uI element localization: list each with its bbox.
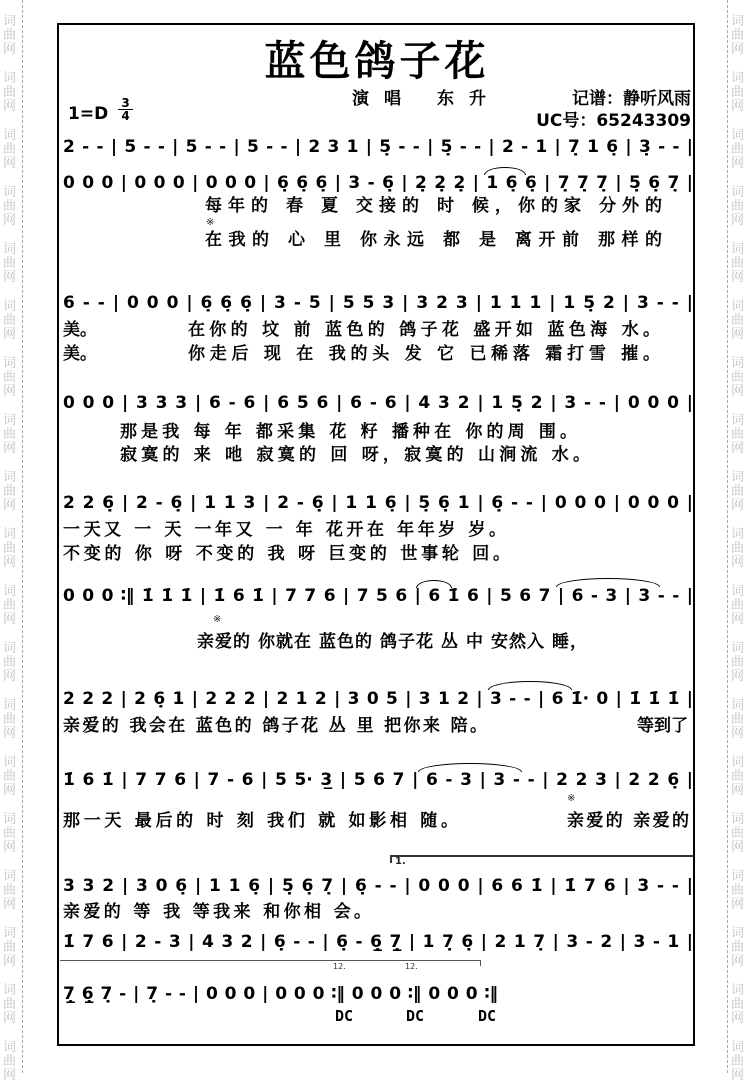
watermark-char: 词	[3, 1040, 17, 1055]
watermark-char: 网	[731, 213, 745, 228]
ending-label: 12.	[405, 962, 418, 971]
watermark-char: 词	[3, 356, 17, 371]
watermark-char: 词	[731, 641, 745, 656]
watermark-char: 网	[731, 42, 745, 57]
watermark-char: 词	[3, 584, 17, 599]
lyric-line-5b: 不变的 你 呀 不变的 我 呀 巨变的 世事轮 回。	[63, 544, 510, 564]
notes-row-1: 2 - - | 5 - - | 5 - - | 5 - - | 2 3 1 | 5̣ - - | 5̣ - - | 2 - 1 | 7̣ 1 6̣ | 3̣ - - |	[63, 137, 693, 157]
watermark-char: 网	[731, 327, 745, 342]
watermark-char: 网	[3, 954, 17, 969]
watermark-char: 曲	[731, 28, 745, 43]
watermark-char: 网	[731, 555, 745, 570]
watermark-char: 曲	[731, 199, 745, 214]
watermark-char: 曲	[3, 826, 17, 841]
watermark-char: 曲	[3, 997, 17, 1012]
lyric-line-3a: 在你的 坟 前 蓝色的 鸽子花 盛开如 蓝色海 水。	[188, 320, 660, 340]
lyric-line-7-tail: 等到了	[637, 716, 688, 736]
watermark-char: 曲	[731, 256, 745, 271]
watermark-char: 曲	[731, 541, 745, 556]
ending-bracket-line	[60, 960, 481, 966]
dc-mark: DC	[335, 1007, 354, 1025]
watermark-char: 词	[731, 470, 745, 485]
watermark-char: 网	[731, 726, 745, 741]
performer-credit: 演唱 东升	[352, 89, 486, 109]
watermark-char: 词	[3, 869, 17, 884]
watermark-char: 词	[731, 698, 745, 713]
watermark-char: 网	[731, 99, 745, 114]
uc-number: UC号：65243309	[536, 111, 691, 131]
watermark-char: 曲	[731, 370, 745, 385]
watermark-char: 词	[731, 926, 745, 941]
watermark-char: 词	[731, 71, 745, 86]
watermark-char: 网	[3, 1011, 17, 1026]
watermark-char: 曲	[3, 712, 17, 727]
notes-row-6: 0 0 0 ∶‖ 1̇ 1̇ 1̇ | 1̇ 6 1̇ | 7 7 6 | 7 5 6 | 6 1̇ 6 | 5 6 7 | 6 - 3 | 3 - - |	[63, 586, 693, 606]
watermark-char: 曲	[731, 883, 745, 898]
watermark-char: 网	[731, 669, 745, 684]
watermark-char: 曲	[3, 484, 17, 499]
watermark-char: 词	[3, 299, 17, 314]
lyric-line-4b: 寂寞的 来 吔 寂寞的 回 呀，寂寞的 山涧流 水。	[120, 445, 590, 465]
lyric-line-3a-lead: 美。	[63, 320, 97, 340]
key-signature: 1=D	[68, 104, 109, 124]
first-ending-label: 1.	[395, 856, 406, 867]
watermark-char: 网	[731, 1068, 745, 1083]
watermark-char: 词	[731, 755, 745, 770]
lyric-line-8-tail: 亲爱的 亲爱的	[567, 811, 689, 831]
notes-row-7: 2 2 2 | 2 6̣ 1 | 2 2 2 | 2 1 2 | 3 0 5 | 3 1 2 | 3 - - | 6 1̇· 0 | 1̇ 1̇ 1̇ |	[63, 689, 693, 709]
watermark-char: 网	[3, 498, 17, 513]
lyric-line-4a: 那是我 每 年 都采集 花 籽 播种在 你的周 围。	[120, 422, 577, 442]
watermark-char: 网	[3, 441, 17, 456]
watermark-char: 词	[3, 470, 17, 485]
lyric-line-2a: 每年的 春 夏 交接的 时 候，你的家 分外的	[205, 196, 662, 216]
watermark-char: 曲	[731, 484, 745, 499]
watermark-char: 曲	[731, 712, 745, 727]
watermark-char: 网	[3, 612, 17, 627]
notation-credit: 记谱：静听风雨	[572, 89, 691, 109]
watermark-char: 曲	[731, 997, 745, 1012]
watermark-char: 词	[3, 71, 17, 86]
watermark-char: 网	[3, 1068, 17, 1083]
watermark-char: 曲	[731, 598, 745, 613]
watermark-char: 网	[731, 384, 745, 399]
watermark-char: 曲	[3, 256, 17, 271]
watermark-char: 网	[731, 612, 745, 627]
watermark-char: 曲	[731, 940, 745, 955]
watermark-char: 词	[731, 14, 745, 29]
watermark-char: 曲	[3, 940, 17, 955]
lyric-line-3b: 你走后 现 在 我的头 发 它 已稀落 霜打雪 摧。	[188, 344, 660, 364]
watermark-char: 词	[731, 185, 745, 200]
notes-row-9: 3 3 2 | 3 0 6̣ | 1 1 6̣ | 5̣ 6̣ 7̣ | 6̣ - - | 0 0 0 | 6 6 1̇ | 1̇ 7 6 | 3 - - |	[63, 876, 693, 896]
watermark-right-column	[731, 0, 747, 1083]
watermark-char: 网	[731, 840, 745, 855]
watermark-char: 网	[3, 897, 17, 912]
watermark-char: 曲	[731, 427, 745, 442]
first-ending-bracket	[390, 855, 694, 863]
watermark-char: 曲	[3, 85, 17, 100]
watermark-char: 词	[3, 128, 17, 143]
watermark-char: 网	[3, 270, 17, 285]
watermark-char: 网	[731, 783, 745, 798]
watermark-char: 词	[731, 527, 745, 542]
time-signature	[118, 97, 133, 122]
watermark-left-column	[3, 0, 19, 1083]
watermark-char: 网	[731, 441, 745, 456]
verse-marker-icon: ※	[213, 614, 222, 625]
notes-row-5: 2 2 6̣ | 2 - 6̣ | 1 1 3 | 2 - 6̣ | 1 1 6̣ | 5̣ 6̣ 1 | 6̣ - - | 0 0 0 | 0 0 0 |	[63, 493, 693, 513]
watermark-char: 曲	[3, 142, 17, 157]
watermark-char: 网	[3, 327, 17, 342]
watermark-char: 曲	[3, 370, 17, 385]
watermark-char: 曲	[3, 769, 17, 784]
lyric-line-9: 亲爱的 等 我 等我来 和你相 会。	[63, 902, 371, 922]
notes-row-8: 1̇ 6 1̇ | 7 7 6 | 7 - 6 | 5 5· 3̲ | 5 6 7 | 6 - 3 | 3 - - | 2 2 3 | 2 2 6̣ |	[63, 770, 693, 790]
watermark-char: 网	[3, 840, 17, 855]
lyric-line-5a: 一天又 一 天 一年又 一 年 花开在 年年岁 岁。	[63, 520, 506, 540]
lyric-line-7: 亲爱的 我会在 蓝色的 鸽子花 丛 里 把你来 陪。	[63, 716, 487, 736]
watermark-char: 词	[3, 641, 17, 656]
watermark-char: 词	[731, 299, 745, 314]
watermark-char: 网	[731, 270, 745, 285]
notes-row-4: 0 0 0 | 3 3 3 | 6 - 6 | 6 5 6 | 6 - 6 | 4 3 2 | 1 5̣ 2 | 3 - - | 0 0 0 |	[63, 393, 693, 413]
watermark-char: 词	[731, 812, 745, 827]
watermark-char: 词	[731, 869, 745, 884]
watermark-char: 网	[3, 42, 17, 57]
watermark-char: 曲	[3, 598, 17, 613]
watermark-char: 词	[3, 698, 17, 713]
watermark-char: 网	[3, 726, 17, 741]
watermark-char: 网	[3, 669, 17, 684]
lyric-line-8: 那一天 最后的 时 刻 我们 就 如影相 随。	[63, 811, 458, 831]
watermark-char: 网	[731, 897, 745, 912]
watermark-char: 曲	[731, 313, 745, 328]
watermark-char: 词	[731, 128, 745, 143]
dc-mark: DC	[406, 1007, 425, 1025]
watermark-char: 网	[731, 1011, 745, 1026]
verse-marker-icon: ※	[206, 217, 215, 228]
watermark-char: 曲	[731, 655, 745, 670]
watermark-char: 曲	[3, 427, 17, 442]
watermark-char: 词	[3, 527, 17, 542]
time-signature-denominator: 4	[118, 109, 133, 122]
ending-label: 12.	[333, 962, 346, 971]
watermark-char: 词	[731, 983, 745, 998]
dc-mark: DC	[478, 1007, 497, 1025]
watermark-char: 曲	[3, 883, 17, 898]
notes-row-11: 7̲̣ 6̲̣ 7̣ - | 7̣ - - | 0 0 0 | 0 0 0 ∶‖ 0 0 0 ∶‖ 0 0 0 ∶‖	[63, 984, 498, 1004]
watermark-char: 曲	[731, 142, 745, 157]
song-title: 蓝色鸽子花	[264, 37, 490, 85]
notes-row-2: 0 0 0 | 0 0 0 | 0 0 0 | 6̣ 6̣ 6̣ | 3 - 6̣ | 2̣ 2̣ 2̣ | 1 6̣ 6̣ | 7̣ 7̣ 7̣ | 5̣ 6̣ 7̣ |	[63, 173, 693, 193]
time-signature-numerator: 3	[121, 96, 130, 110]
watermark-char: 曲	[731, 769, 745, 784]
right-dashed-divider	[727, 0, 728, 1073]
watermark-char: 曲	[3, 28, 17, 43]
watermark-char: 词	[3, 242, 17, 257]
watermark-char: 词	[3, 983, 17, 998]
watermark-char: 网	[731, 954, 745, 969]
lyric-line-2b: 在我的 心 里 你永远 都 是 离开前 那样的	[205, 230, 662, 250]
watermark-char: 网	[731, 498, 745, 513]
watermark-char: 词	[731, 584, 745, 599]
left-dashed-divider	[22, 0, 23, 1073]
watermark-char: 网	[3, 384, 17, 399]
watermark-char: 词	[3, 14, 17, 29]
watermark-char: 词	[3, 812, 17, 827]
watermark-char: 词	[731, 356, 745, 371]
watermark-char: 曲	[731, 85, 745, 100]
notes-row-3: 6 - - | 0 0 0 | 6̣ 6̣ 6̣ | 3 - 5 | 5 5 3 | 3 2 3 | 1 1 1 | 1 5̣ 2 | 3 - - |	[63, 293, 693, 313]
watermark-char: 曲	[3, 199, 17, 214]
watermark-char: 网	[3, 783, 17, 798]
watermark-char: 词	[3, 755, 17, 770]
watermark-char: 词	[3, 926, 17, 941]
watermark-char: 曲	[3, 655, 17, 670]
watermark-char: 词	[731, 242, 745, 257]
lyric-line-3b-lead: 美。	[63, 344, 97, 364]
watermark-char: 网	[3, 156, 17, 171]
watermark-char: 词	[731, 1040, 745, 1055]
verse-marker-icon: ※	[567, 793, 576, 804]
watermark-char: 网	[3, 555, 17, 570]
notes-row-10: 1̇ 7 6 | 2 - 3 | 4 3 2 | 6̣ - - | 6̣ - 6̲̣ 7̲̣ | 1 7̣ 6̣ | 2 1 7̣ | 3 - 2 | 3 - 1 |	[63, 932, 693, 952]
watermark-char: 词	[731, 413, 745, 428]
watermark-char: 网	[3, 213, 17, 228]
watermark-char: 网	[3, 99, 17, 114]
watermark-char: 网	[731, 156, 745, 171]
watermark-char: 曲	[3, 313, 17, 328]
watermark-char: 曲	[3, 541, 17, 556]
watermark-char: 词	[3, 185, 17, 200]
watermark-char: 曲	[731, 1054, 745, 1069]
lyric-line-6: 亲爱的 你就在 蓝色的 鸽子花 丛 中 安然入 睡，	[197, 632, 587, 652]
watermark-char: 曲	[3, 1054, 17, 1069]
watermark-char: 曲	[731, 826, 745, 841]
watermark-char: 词	[3, 413, 17, 428]
